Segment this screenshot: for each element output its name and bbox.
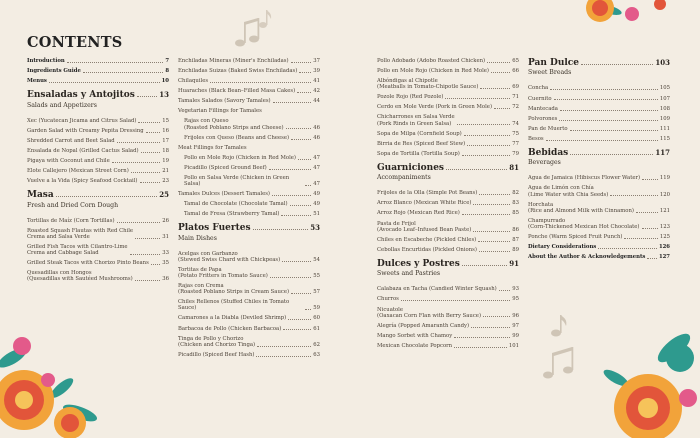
- toc-entry[interactable]: Dietary Considerations 126: [528, 244, 670, 251]
- toc-entry[interactable]: Calabaza en Tacha (Candied Winter Squash) 93: [377, 286, 519, 293]
- toc-entry[interactable]: Tamales Salados (Savory Tamales) 44: [178, 98, 320, 105]
- toc-entry[interactable]: Chicharrones en Salsa Verde (Pork Rinds in Green Salsa) 74: [377, 114, 519, 127]
- toc-entry[interactable]: Camarones a la Diabla (Deviled Shrimp) 60: [178, 315, 320, 322]
- section-heading[interactable]: Bebidas 117: [528, 147, 670, 158]
- toc-entry[interactable]: Enchiladas Mineras (Miner's Enchiladas) 37: [178, 58, 320, 64]
- toc-entry[interactable]: Concha 105: [528, 85, 670, 92]
- toc-entry[interactable]: Sopa de Tortilla (Tortilla Soup) 79: [377, 150, 519, 157]
- toc-entry[interactable]: Besos 115: [528, 135, 670, 142]
- toc-entry[interactable]: Xec (Yucatecan Jicama and Citrus Salad) 15: [27, 117, 169, 124]
- toc-entry[interactable]: Albóndigas al Chipotle (Meatballs in Tomato-Chipotle Sauce) 69: [377, 78, 519, 91]
- toc-entry[interactable]: Champurrado (Corn-Thickened Mexican Hot Chocolate) 123: [528, 217, 670, 230]
- toc-entry[interactable]: Enchiladas Suizas (Baked Swiss Enchiladas) 39: [178, 68, 320, 75]
- toc-entry[interactable]: Ensalada de Nopal (Grilled Cactus Salad) 18: [27, 147, 169, 154]
- section-heading[interactable]: Guarniciones 81: [377, 162, 519, 173]
- toc-entry[interactable]: Barbacoa de Pollo (Chicken Barbacoa) 61: [178, 325, 320, 332]
- toc-entry[interactable]: Ponche (Warm Spiced Fruit Punch) 125: [528, 233, 670, 240]
- subgroup-label: Meat Fillings for Tamales: [178, 144, 247, 151]
- toc-entry[interactable]: Tamal de Chocolate (Chocolate Tamal) 49: [184, 201, 320, 208]
- toc-entry[interactable]: Chiles en Escabeche (Pickled Chiles) 87: [377, 236, 519, 243]
- toc-entry[interactable]: Mango Sorbet with Chamoy 99: [377, 332, 519, 339]
- toc-entry[interactable]: Quesadillas con Hongos (Quesadillas with Sautéed Mushrooms) 36: [27, 270, 169, 283]
- toc-entry[interactable]: Huaraches (Black Bean–Filled Masa Cakes) 42: [178, 88, 320, 95]
- toc-entry[interactable]: Vuelve a la Vida (Spicy Seafood Cocktail) 23: [27, 178, 169, 185]
- toc-entry[interactable]: Nicuatole (Oaxacan Corn Flan with Berry Sauce) 96: [377, 306, 519, 319]
- section-heading[interactable]: Pan Dulce 103: [528, 58, 670, 68]
- toc-entry[interactable]: About the Author & Acknowledgements 127: [528, 254, 670, 261]
- toc-entry[interactable]: Frijoles de la Olla (Simple Pot Beans) 82: [377, 190, 519, 197]
- toc-entry[interactable]: Roasted Squash Flautas with Red Chile Crema and Salsa Verde 31: [27, 227, 169, 240]
- toc-entry[interactable]: Rajas con Crema (Roasted Poblano Strips in Cream Sauce) 57: [178, 283, 320, 296]
- toc-entry[interactable]: Garden Salad with Creamy Pepita Dressing 16: [27, 127, 169, 134]
- toc-entry[interactable]: Picadillo (Spiced Ground Beef) 47: [184, 164, 320, 171]
- section-subtitle: Accompaniments: [377, 174, 431, 182]
- toc-entry[interactable]: Agua de Limón con Chía (Lime Water with Chia Seeds) 120: [528, 185, 670, 198]
- subgroup-label: Vegetarian Fillings for Tamales: [178, 108, 262, 115]
- music-note-icon: [258, 8, 274, 30]
- section-subtitle: Sweets and Pastries: [377, 270, 441, 278]
- section-heading[interactable]: Platos Fuertes 53: [178, 223, 320, 234]
- toc-entry[interactable]: Pan de Muerto 111: [528, 125, 670, 132]
- section-subtitle: Beverages: [528, 159, 561, 167]
- section-subtitle: Main Dishes: [178, 234, 217, 242]
- toc-column-1: [27, 58, 169, 286]
- section-subtitle: Fresh and Dried Corn Dough: [27, 201, 119, 209]
- toc-entry[interactable]: Alegría (Popped Amaranth Candy) 97: [377, 322, 519, 329]
- flower-decoration: [580, 0, 700, 40]
- section-heading[interactable]: Dulces y Postres 91: [377, 258, 519, 269]
- toc-entry[interactable]: Tamales Dulces (Dessert Tamales) 49: [178, 191, 320, 198]
- toc-entry[interactable]: Shredded Carrot and Beet Salad 17: [27, 137, 169, 144]
- toc-entry[interactable]: Pollo Adobado (Adobo Roasted Chicken) 65: [377, 58, 519, 64]
- music-note-icon: [540, 343, 584, 383]
- toc-entry[interactable]: Agua de Jamaica (Hibiscus Flower Water) 119: [528, 175, 670, 182]
- page-title: CONTENTS: [27, 34, 123, 51]
- toc-entry[interactable]: Cebollas Encurtidas (Pickled Onions) 89: [377, 246, 519, 253]
- toc-entry[interactable]: Horchata (Rice and Almond Milk with Cinnamon) 121: [528, 201, 670, 214]
- toc-entry[interactable]: Menus 10: [27, 78, 169, 85]
- toc-entry[interactable]: Acelgas con Garbanzo (Stewed Swiss Chard with Chickpeas) 54: [178, 250, 320, 263]
- toc-entry[interactable]: Ingredients Guide 8: [27, 68, 169, 75]
- toc-entry[interactable]: Pozole Rojo (Red Pozole) 71: [377, 94, 519, 101]
- toc-column-3: [377, 58, 519, 353]
- toc-entry[interactable]: Rajas con Queso (Roasted Poblano Strips and Cheese) 46: [184, 118, 320, 131]
- flower-decoration: [0, 318, 120, 438]
- toc-entry[interactable]: Cuernito 107: [528, 95, 670, 102]
- toc-entry[interactable]: Sopa de Milpa (Cornfield Soup) 75: [377, 130, 519, 137]
- toc-entry[interactable]: Grilled Fish Tacos with Cilantro-Lime Crema and Cabbage Salad 33: [27, 243, 169, 257]
- toc-entry[interactable]: Introduction 7: [27, 58, 169, 64]
- flower-decoration: [596, 318, 700, 438]
- toc-entry[interactable]: Arroz Blanco (Mexican White Rice) 83: [377, 200, 519, 207]
- toc-entry[interactable]: Birria de Res (Spiced Beef Stew) 77: [377, 140, 519, 147]
- toc-column-2: [178, 58, 320, 362]
- toc-entry[interactable]: Pigaya with Coconut and Chile 19: [27, 158, 169, 165]
- toc-entry[interactable]: Elote Callejero (Mexican Street Corn) 21: [27, 168, 169, 175]
- toc-column-4: [528, 58, 670, 264]
- toc-entry[interactable]: Pollo en Mole Rojo (Chicken in Red Mole) 66: [377, 68, 519, 75]
- toc-entry[interactable]: Tortitas de Papa (Potato Fritters in Tomato Sauce) 55: [178, 266, 320, 280]
- section-subtitle: Sweet Breads: [528, 69, 572, 77]
- toc-entry[interactable]: Pollo en Salsa Verde (Chicken in Green Salsa) 47: [184, 174, 320, 188]
- toc-entry[interactable]: Chiles Rellenos (Stuffed Chiles in Tomato Sauce) 59: [178, 299, 320, 312]
- toc-entry[interactable]: Grilled Steak Tacos with Chorizo Pinto Beans 35: [27, 260, 169, 267]
- toc-entry[interactable]: Mantecada 108: [528, 105, 670, 112]
- toc-entry[interactable]: Arroz Rojo (Mexican Red Rice) 85: [377, 210, 519, 217]
- section-heading[interactable]: Ensaladas y Antojitos 13: [27, 90, 169, 101]
- toc-entry[interactable]: Frijoles con Queso (Beans and Cheese) 46: [184, 134, 320, 141]
- toc-entry[interactable]: Tamal de Fresa (Strawberry Tamal) 51: [184, 211, 320, 218]
- toc-entry[interactable]: Picadillo (Spiced Beef Hash) 63: [178, 351, 320, 358]
- toc-entry[interactable]: Polvorones 109: [528, 115, 670, 122]
- section-subtitle: Salads and Appetizers: [27, 101, 97, 109]
- toc-entry[interactable]: Tortillas de Maíz (Corn Tortillas) 26: [27, 217, 169, 224]
- section-heading[interactable]: Masa 25: [27, 190, 169, 201]
- toc-entry[interactable]: Cerdo en Mole Verde (Pork in Green Mole) 72: [377, 104, 519, 111]
- toc-entry[interactable]: Pollo en Mole Rojo (Chicken in Red Mole) 47: [184, 154, 320, 161]
- toc-entry[interactable]: Chilaquiles 41: [178, 78, 320, 85]
- toc-entry[interactable]: Mexican Chocolate Popcorn 101: [377, 342, 519, 349]
- toc-entry[interactable]: Churros 95: [377, 296, 519, 303]
- toc-entry[interactable]: Pasta de Frijol (Avocado Leaf–Infused Bean Paste) 86: [377, 220, 519, 233]
- music-note-icon: [550, 312, 572, 338]
- toc-entry[interactable]: Tinga de Pollo y Chorizo (Chicken and Chorizo Tinga) 62: [178, 335, 320, 348]
